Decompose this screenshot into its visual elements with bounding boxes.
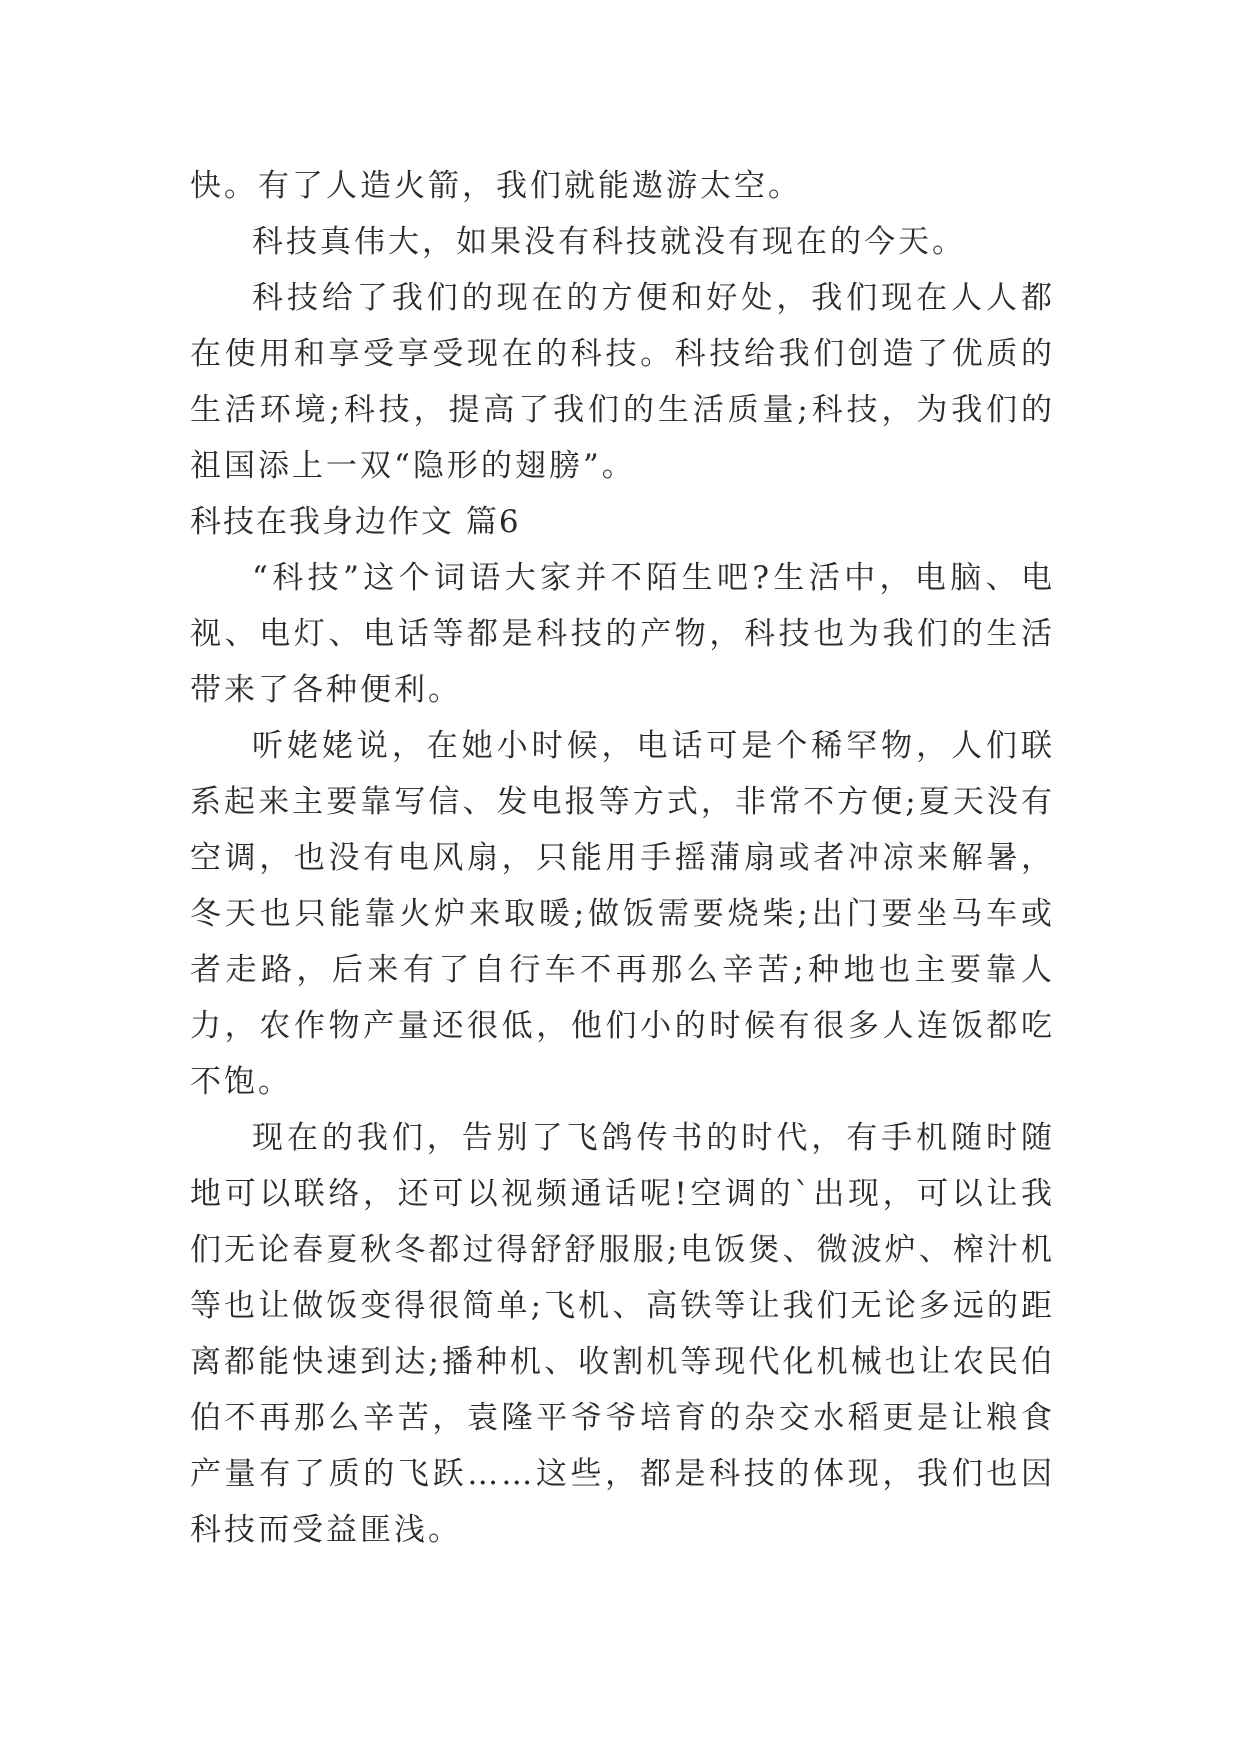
paragraph-continuation: 快。有了人造火箭，我们就能遨游太空。: [190, 168, 802, 204]
paragraph-tech-great: 科技真伟大，如果没有科技就没有现在的今天。: [252, 224, 966, 260]
paragraph-modern-life: 现在的我们，告别了飞鸽传书的时代，有手机随时随地可以联络，还可以视频通话呢!空调的`出现，可以让我们无论春夏秋冬都过得舒舒服服;电饭煲、微波炉、榨汁机等也让做饭变得很简单;飞机、高铁等让我们无论多远的距离都能快速到达;播种机、收割机等现代化机械也让农民伯伯不再那么辛苦，袁隆平爷爷培育的杂交水稻更是让粮食产量有了质的飞跃……这些，都是科技的体现，我们也因科技而受益匪浅。: [190, 1120, 1055, 1548]
section-heading: 科技在我身边作文 篇6: [190, 504, 521, 540]
paragraph-grandma-story: 听姥姥说，在她小时候，电话可是个稀罕物，人们联系起来主要靠写信、发电报等方式，非常不方便;夏天没有空调，也没有电风扇，只能用手摇蒲扇或者冲凉来解暑，冬天也只能靠火炉来取暖;做饭需要烧柴;出门要坐马车或者走路，后来有了自行车不再那么辛苦;种地也主要靠人力，农作物产量还很低，他们小的时候有很多人连饭都吃不饱。: [190, 728, 1055, 1100]
paragraph-tech-intro: “科技”这个词语大家并不陌生吧?生活中，电脑、电视、电灯、电话等都是科技的产物，科技也为我们的生活带来了各种便利。: [190, 560, 1055, 708]
document-body: [190, 158, 1055, 1558]
paragraph-tech-benefits: 科技给了我们的现在的方便和好处，我们现在人人都在使用和享受享受现在的科技。科技给我们创造了优质的生活环境;科技，提高了我们的生活质量;科技，为我们的祖国添上一双“隐形的翅膀”。: [190, 280, 1055, 484]
